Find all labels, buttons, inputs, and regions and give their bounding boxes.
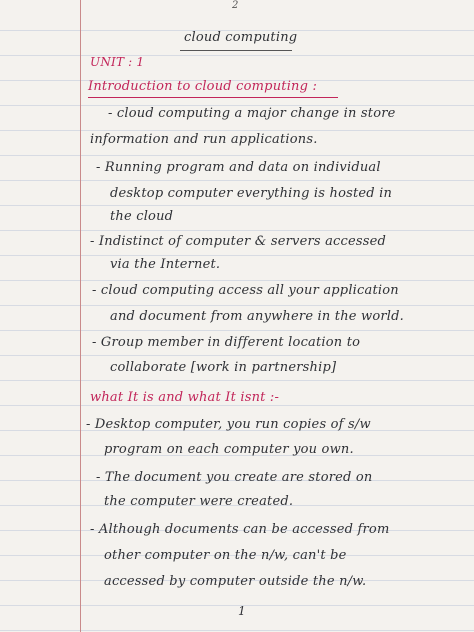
note2-line-2: program on each computer you own. — [104, 442, 354, 457]
note2-line-5: - Although documents can be accessed from — [90, 522, 390, 537]
note-line-6: - Indistinct of computer & servers accessed — [90, 234, 387, 249]
note-line-11: collaborate [work in partnership] — [110, 360, 337, 375]
note-line-8: - cloud computing access all your application — [92, 283, 399, 298]
section-heading-introduction: Introduction to cloud computing : — [88, 79, 318, 94]
note-line-4: desktop computer everything is hosted in — [110, 186, 393, 201]
note-line-9: and document from anywhere in the world. — [110, 309, 405, 324]
note2-line-6: other computer on the n/w, can't be — [104, 548, 347, 563]
margin-line — [80, 0, 81, 632]
top-mark: 2 — [232, 0, 239, 11]
page-title: cloud computing — [184, 30, 298, 45]
unit-label: UNIT : 1 — [90, 55, 145, 69]
note2-line-3: - The document you create are stored on — [96, 470, 373, 485]
page-number: 1 — [238, 604, 246, 618]
note2-line-7: accessed by computer outside the n/w. — [104, 574, 367, 589]
note-line-1: - cloud computing a major change in store — [108, 106, 396, 121]
section-heading-underline — [88, 97, 338, 98]
note-line-5: the cloud — [110, 209, 174, 224]
title-underline — [180, 50, 292, 51]
note-line-3: - Running program and data on individual — [96, 160, 381, 175]
section-heading-what-it-is: what It is and what It isnt :- — [90, 390, 280, 405]
note-line-2: information and run applications. — [90, 132, 318, 147]
note2-line-1: - Desktop computer, you run copies of s/w — [86, 417, 371, 432]
note2-line-4: the computer were created. — [104, 494, 294, 509]
note-line-7: via the Internet. — [110, 257, 221, 272]
note-line-10: - Group member in different location to — [92, 335, 361, 350]
